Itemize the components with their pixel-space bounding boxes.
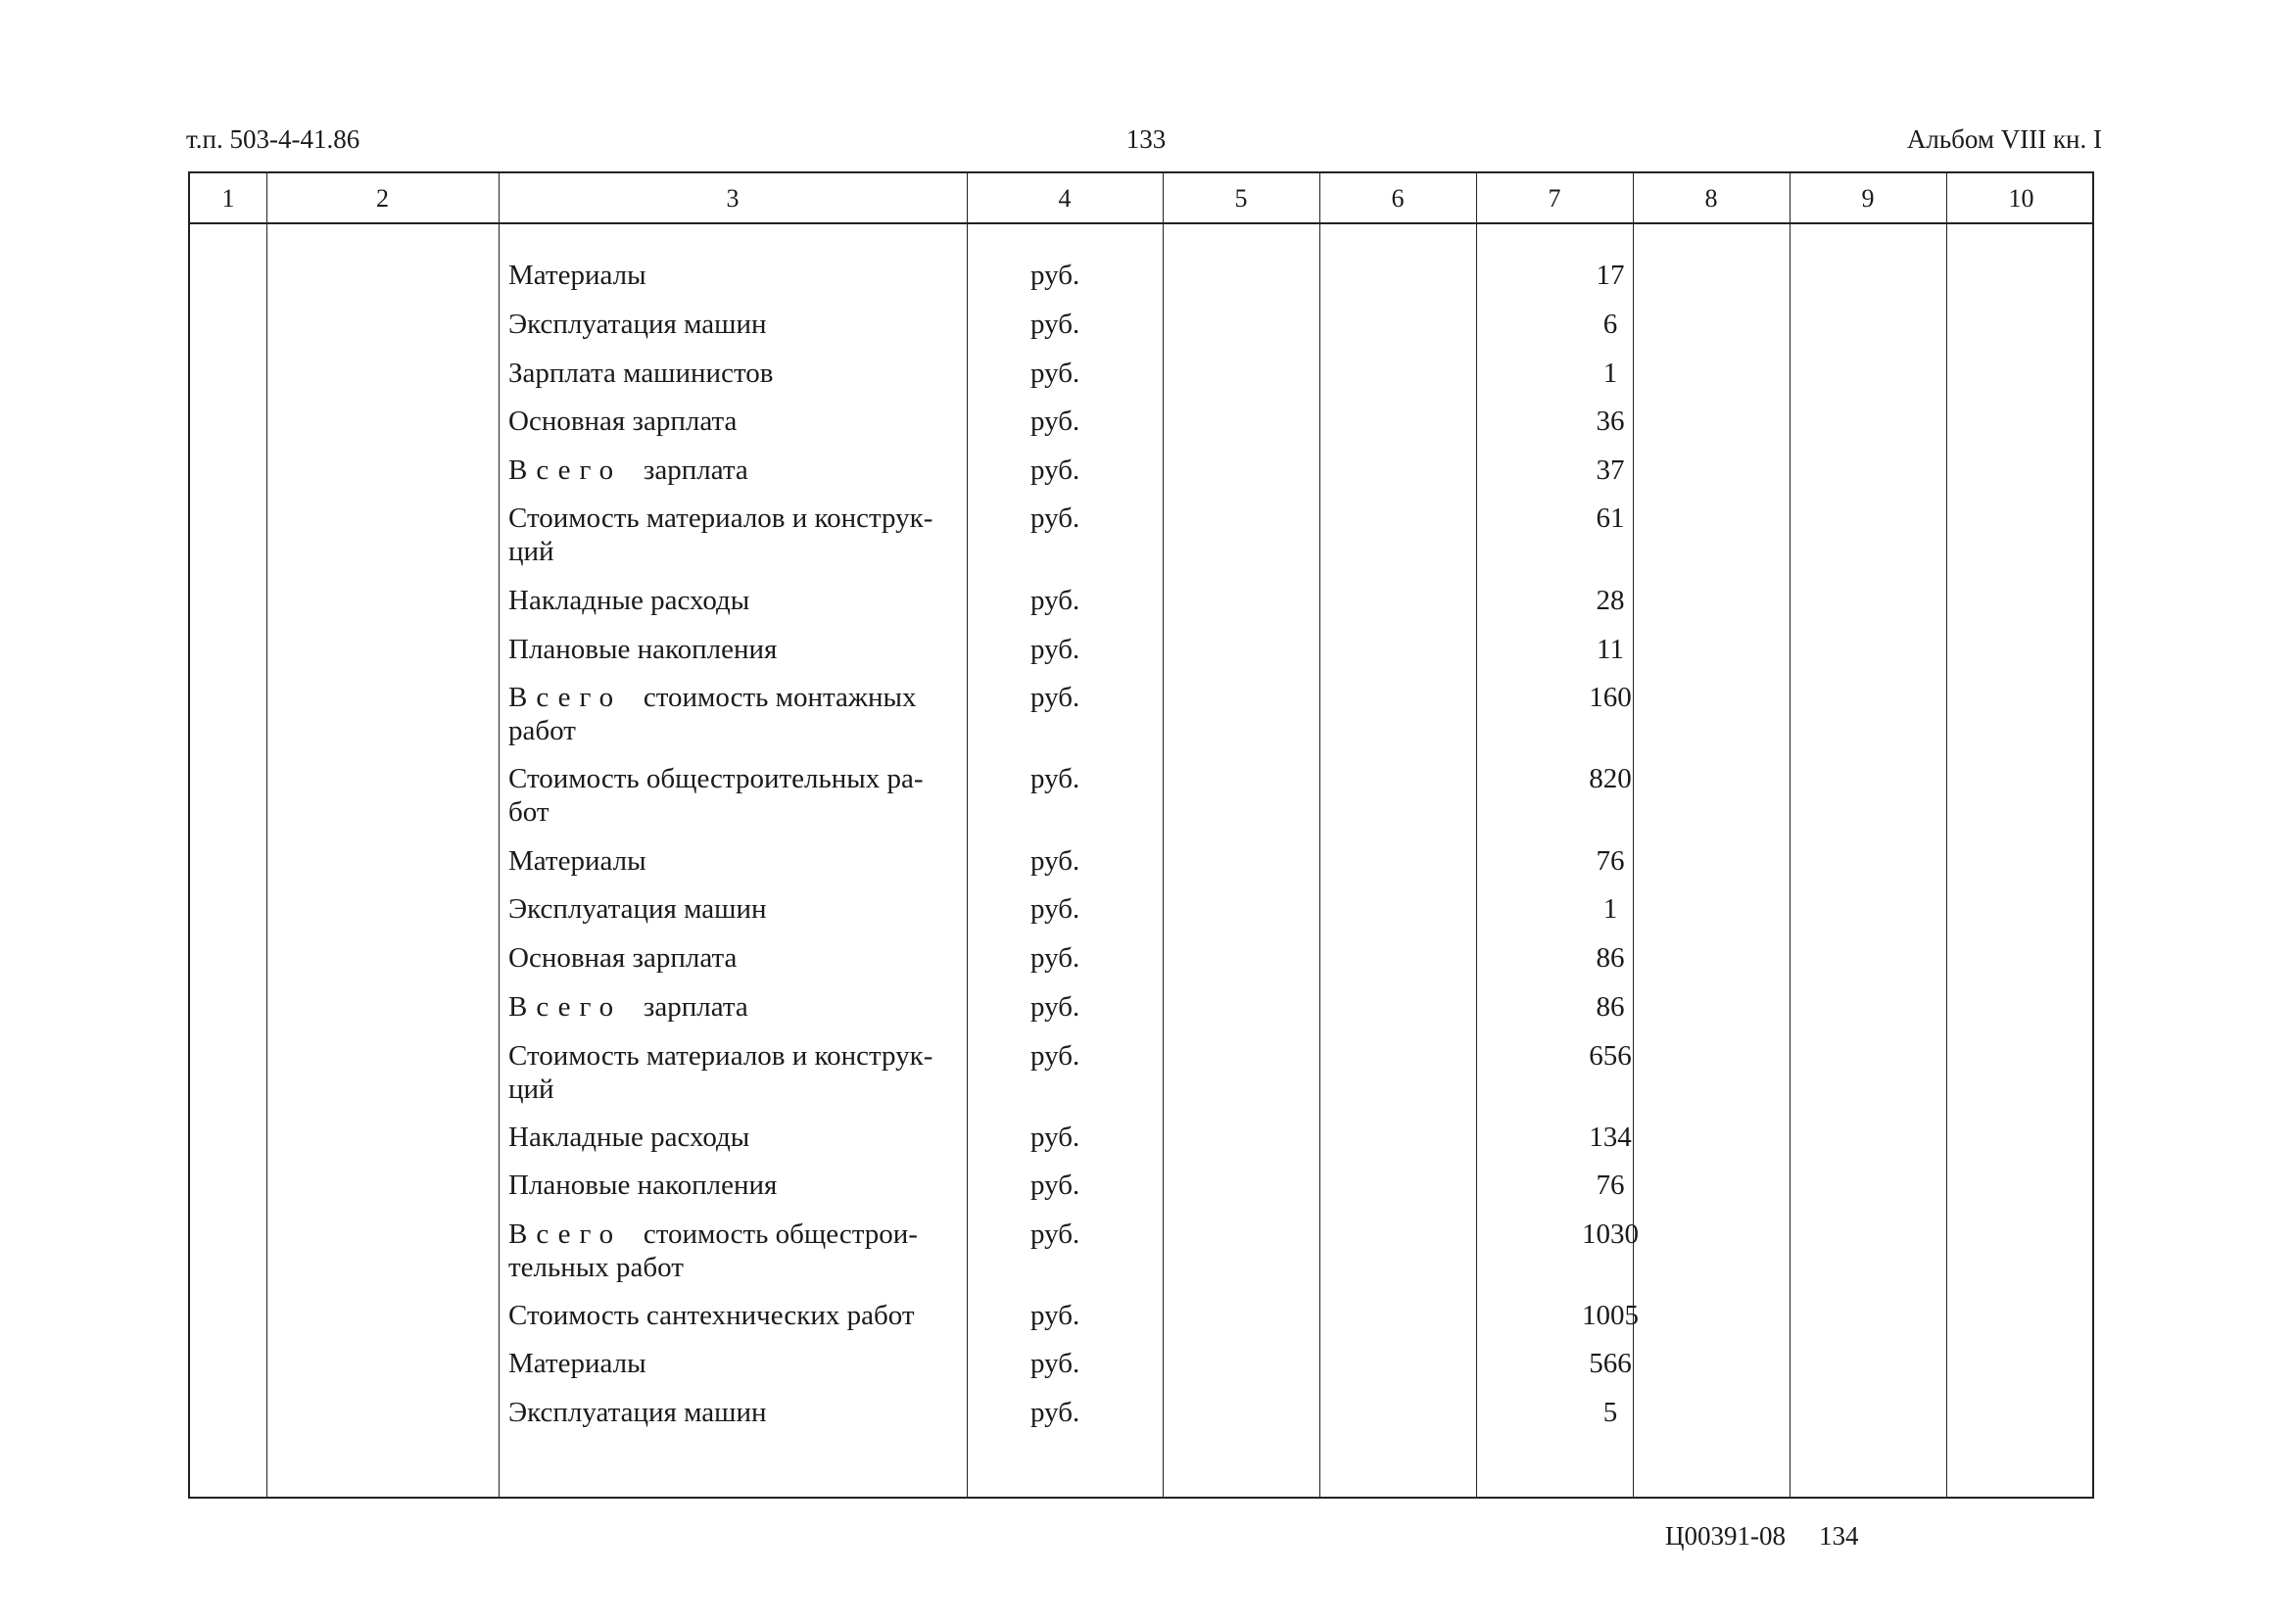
column-number: 10	[2008, 184, 2034, 213]
item-unit: руб.	[1030, 1040, 1080, 1072]
item-name: Стоимость сантехнических работ	[508, 1300, 915, 1331]
item-value: 134	[1589, 1122, 1632, 1153]
item-name	[508, 1039, 964, 1106]
item-value: 61	[1596, 502, 1625, 534]
item-name: Плановые накопления	[508, 634, 778, 665]
item-unit: руб.	[1030, 585, 1080, 616]
table-body	[190, 224, 2092, 1497]
item-name: Материалы	[508, 845, 646, 877]
item-value: 656	[1589, 1040, 1632, 1072]
item-unit: руб.	[1030, 991, 1080, 1023]
item-unit: руб.	[1030, 454, 1080, 486]
item-name: Эксплуатация машин	[508, 1397, 767, 1428]
item-unit: руб.	[1030, 682, 1080, 713]
footer-page: 134	[1819, 1521, 1859, 1551]
item-name: Зарплата машинистов	[508, 358, 774, 389]
item-unit: руб.	[1030, 260, 1080, 291]
item-name: Накладные расходы	[508, 585, 750, 616]
item-name: Основная зарплата	[508, 942, 738, 974]
item-name-rest: зарплата	[643, 454, 748, 486]
column-number: 3	[726, 184, 740, 213]
item-name-rest: стоимость общестрои-	[643, 1218, 918, 1250]
item-name	[508, 1218, 964, 1284]
item-unit: руб.	[1030, 763, 1080, 794]
item-unit: руб.	[1030, 358, 1080, 389]
item-value: 86	[1596, 942, 1625, 974]
item-name: Основная зарплата	[508, 406, 738, 437]
item-unit: руб.	[1030, 845, 1080, 877]
item-name-rest: зарплата	[643, 991, 748, 1023]
item-value: 160	[1589, 682, 1632, 713]
item-unit: руб.	[1030, 942, 1080, 974]
item-value: 36	[1596, 406, 1625, 437]
item-unit: руб.	[1030, 1122, 1080, 1153]
item-unit: руб.	[1030, 1218, 1080, 1250]
item-value: 6	[1602, 309, 1618, 340]
item-value: 28	[1596, 585, 1625, 616]
item-value: 5	[1602, 1397, 1618, 1428]
column-number: 4	[1058, 184, 1072, 213]
item-value: 17	[1596, 260, 1625, 291]
item-name-spaced: Всего	[508, 1218, 623, 1250]
item-name-line2: ций	[508, 536, 554, 567]
item-value: 86	[1596, 991, 1625, 1023]
column-number-row	[190, 173, 2092, 224]
item-value: 37	[1596, 454, 1625, 486]
item-unit: руб.	[1030, 406, 1080, 437]
document-code: т.п. 503-4-41.86	[186, 124, 360, 154]
item-name: Материалы	[508, 260, 646, 291]
item-name-line2: тельных работ	[508, 1252, 684, 1283]
item-name	[508, 990, 964, 1024]
item-name: Плановые накопления	[508, 1170, 778, 1201]
item-name: Накладные расходы	[508, 1122, 750, 1153]
column-number: 8	[1704, 184, 1718, 213]
item-name: Эксплуатация машин	[508, 893, 767, 925]
item-name-line2: ций	[508, 1074, 554, 1105]
item-name	[508, 454, 964, 487]
item-name-line1: Стоимость общестроительных ра-	[508, 763, 924, 794]
column-number: 2	[376, 184, 389, 213]
item-unit: руб.	[1030, 1170, 1080, 1201]
item-value: 566	[1589, 1348, 1632, 1379]
item-name-line2: работ	[508, 715, 576, 746]
item-value: 1005	[1582, 1300, 1639, 1331]
item-value: 76	[1596, 1170, 1625, 1201]
item-name	[508, 762, 964, 829]
item-value: 1	[1602, 358, 1618, 389]
item-name-line1: Стоимость материалов и конструк-	[508, 502, 933, 534]
column-number: 5	[1234, 184, 1248, 213]
footer-stamp	[1665, 1520, 1892, 1552]
item-name-spaced: Всего	[508, 682, 623, 713]
item-name-line1: Стоимость материалов и конструк-	[508, 1040, 933, 1072]
item-value: 1030	[1582, 1218, 1639, 1250]
item-name-rest: стоимость монтажных	[643, 682, 917, 713]
column-number: 7	[1548, 184, 1561, 213]
item-name	[508, 681, 964, 747]
item-value: 76	[1596, 845, 1625, 877]
album-reference: Альбом VIII кн. I	[1906, 124, 2102, 154]
item-unit: руб.	[1030, 1397, 1080, 1428]
item-value: 1	[1602, 893, 1618, 925]
item-name-spaced: Всего	[508, 454, 623, 486]
item-name: Эксплуатация машин	[508, 309, 767, 340]
page-number: 133	[1125, 124, 1167, 154]
estimate-table	[188, 171, 2094, 1499]
item-unit: руб.	[1030, 502, 1080, 534]
footer-code: Ц00391-08	[1665, 1521, 1786, 1551]
item-name	[508, 502, 964, 568]
column-number: 6	[1391, 184, 1405, 213]
item-unit: руб.	[1030, 1300, 1080, 1331]
column-number: 1	[221, 184, 235, 213]
item-name-spaced: Всего	[508, 991, 623, 1023]
item-name-line2: бот	[508, 796, 549, 828]
item-name: Материалы	[508, 1348, 646, 1379]
item-unit: руб.	[1030, 893, 1080, 925]
item-unit: руб.	[1030, 634, 1080, 665]
item-unit: руб.	[1030, 309, 1080, 340]
item-value: 11	[1597, 634, 1624, 665]
item-value: 820	[1589, 763, 1632, 794]
column-number: 9	[1861, 184, 1875, 213]
item-unit: руб.	[1030, 1348, 1080, 1379]
